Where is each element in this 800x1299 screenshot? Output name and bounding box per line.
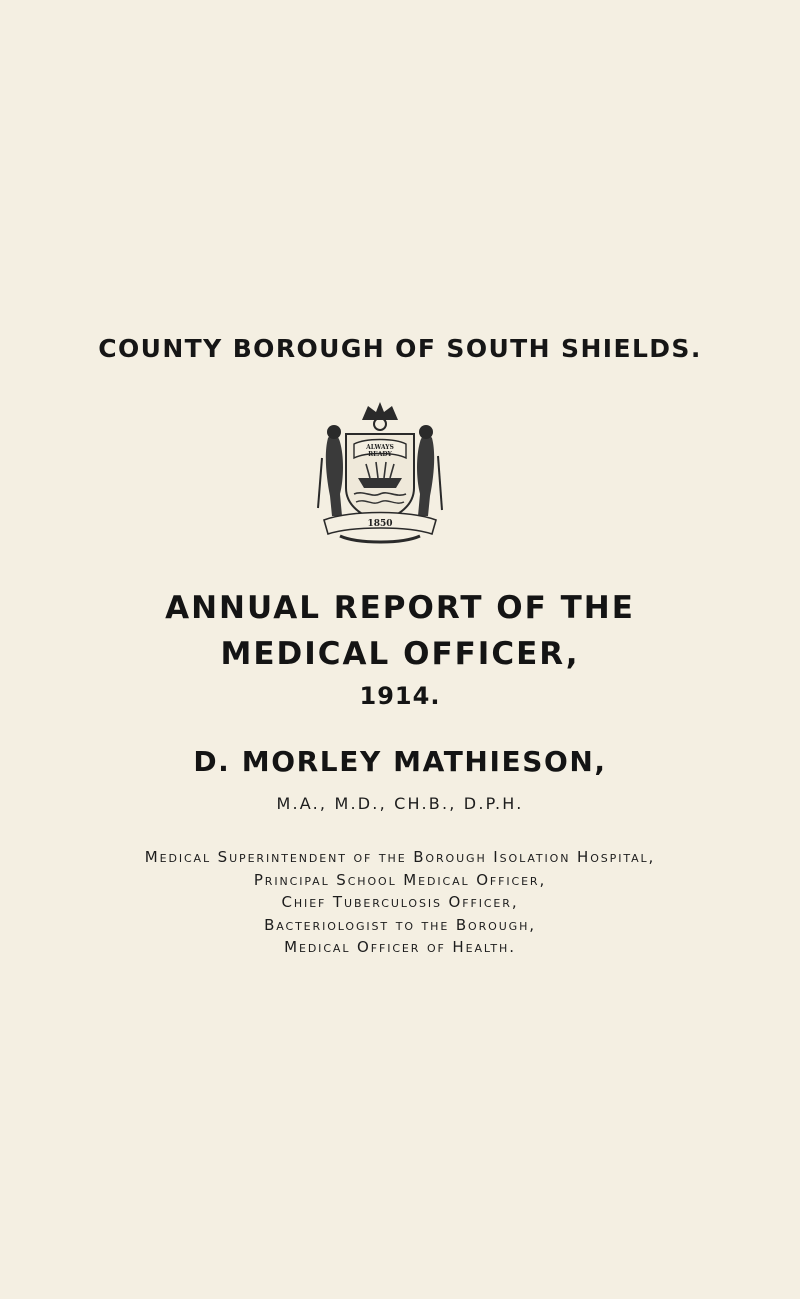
svg-text:READY: READY: [368, 451, 392, 458]
report-title-line2: MEDICAL OFFICER,: [220, 636, 580, 672]
role-line: Bacteriologist to the Borough,: [264, 915, 536, 934]
coat-of-arms-icon: [310, 398, 450, 548]
author-roles: [0, 846, 800, 959]
author-name: D. MORLEY MATHIESON,: [193, 745, 607, 778]
document-title: COUNTY BOROUGH OF SOUTH SHIELDS.: [98, 334, 702, 363]
role-line: Medical Superintendent of the Borough Isolation Hospital,: [144, 848, 656, 866]
svg-text:ALWAYS: ALWAYS: [366, 444, 394, 451]
report-year: 1914.: [359, 682, 441, 710]
role-line: Principal School Medical Officer,: [253, 870, 547, 889]
author-degrees: M.A., M.D., CH.B., D.P.H.: [276, 794, 524, 813]
report-title-line1: ANNUAL REPORT OF THE: [165, 590, 635, 626]
role-line: Chief Tuberculosis Officer,: [281, 893, 519, 911]
svg-text:1850: 1850: [367, 519, 393, 529]
role-line: Medical Officer of Health.: [284, 938, 516, 956]
